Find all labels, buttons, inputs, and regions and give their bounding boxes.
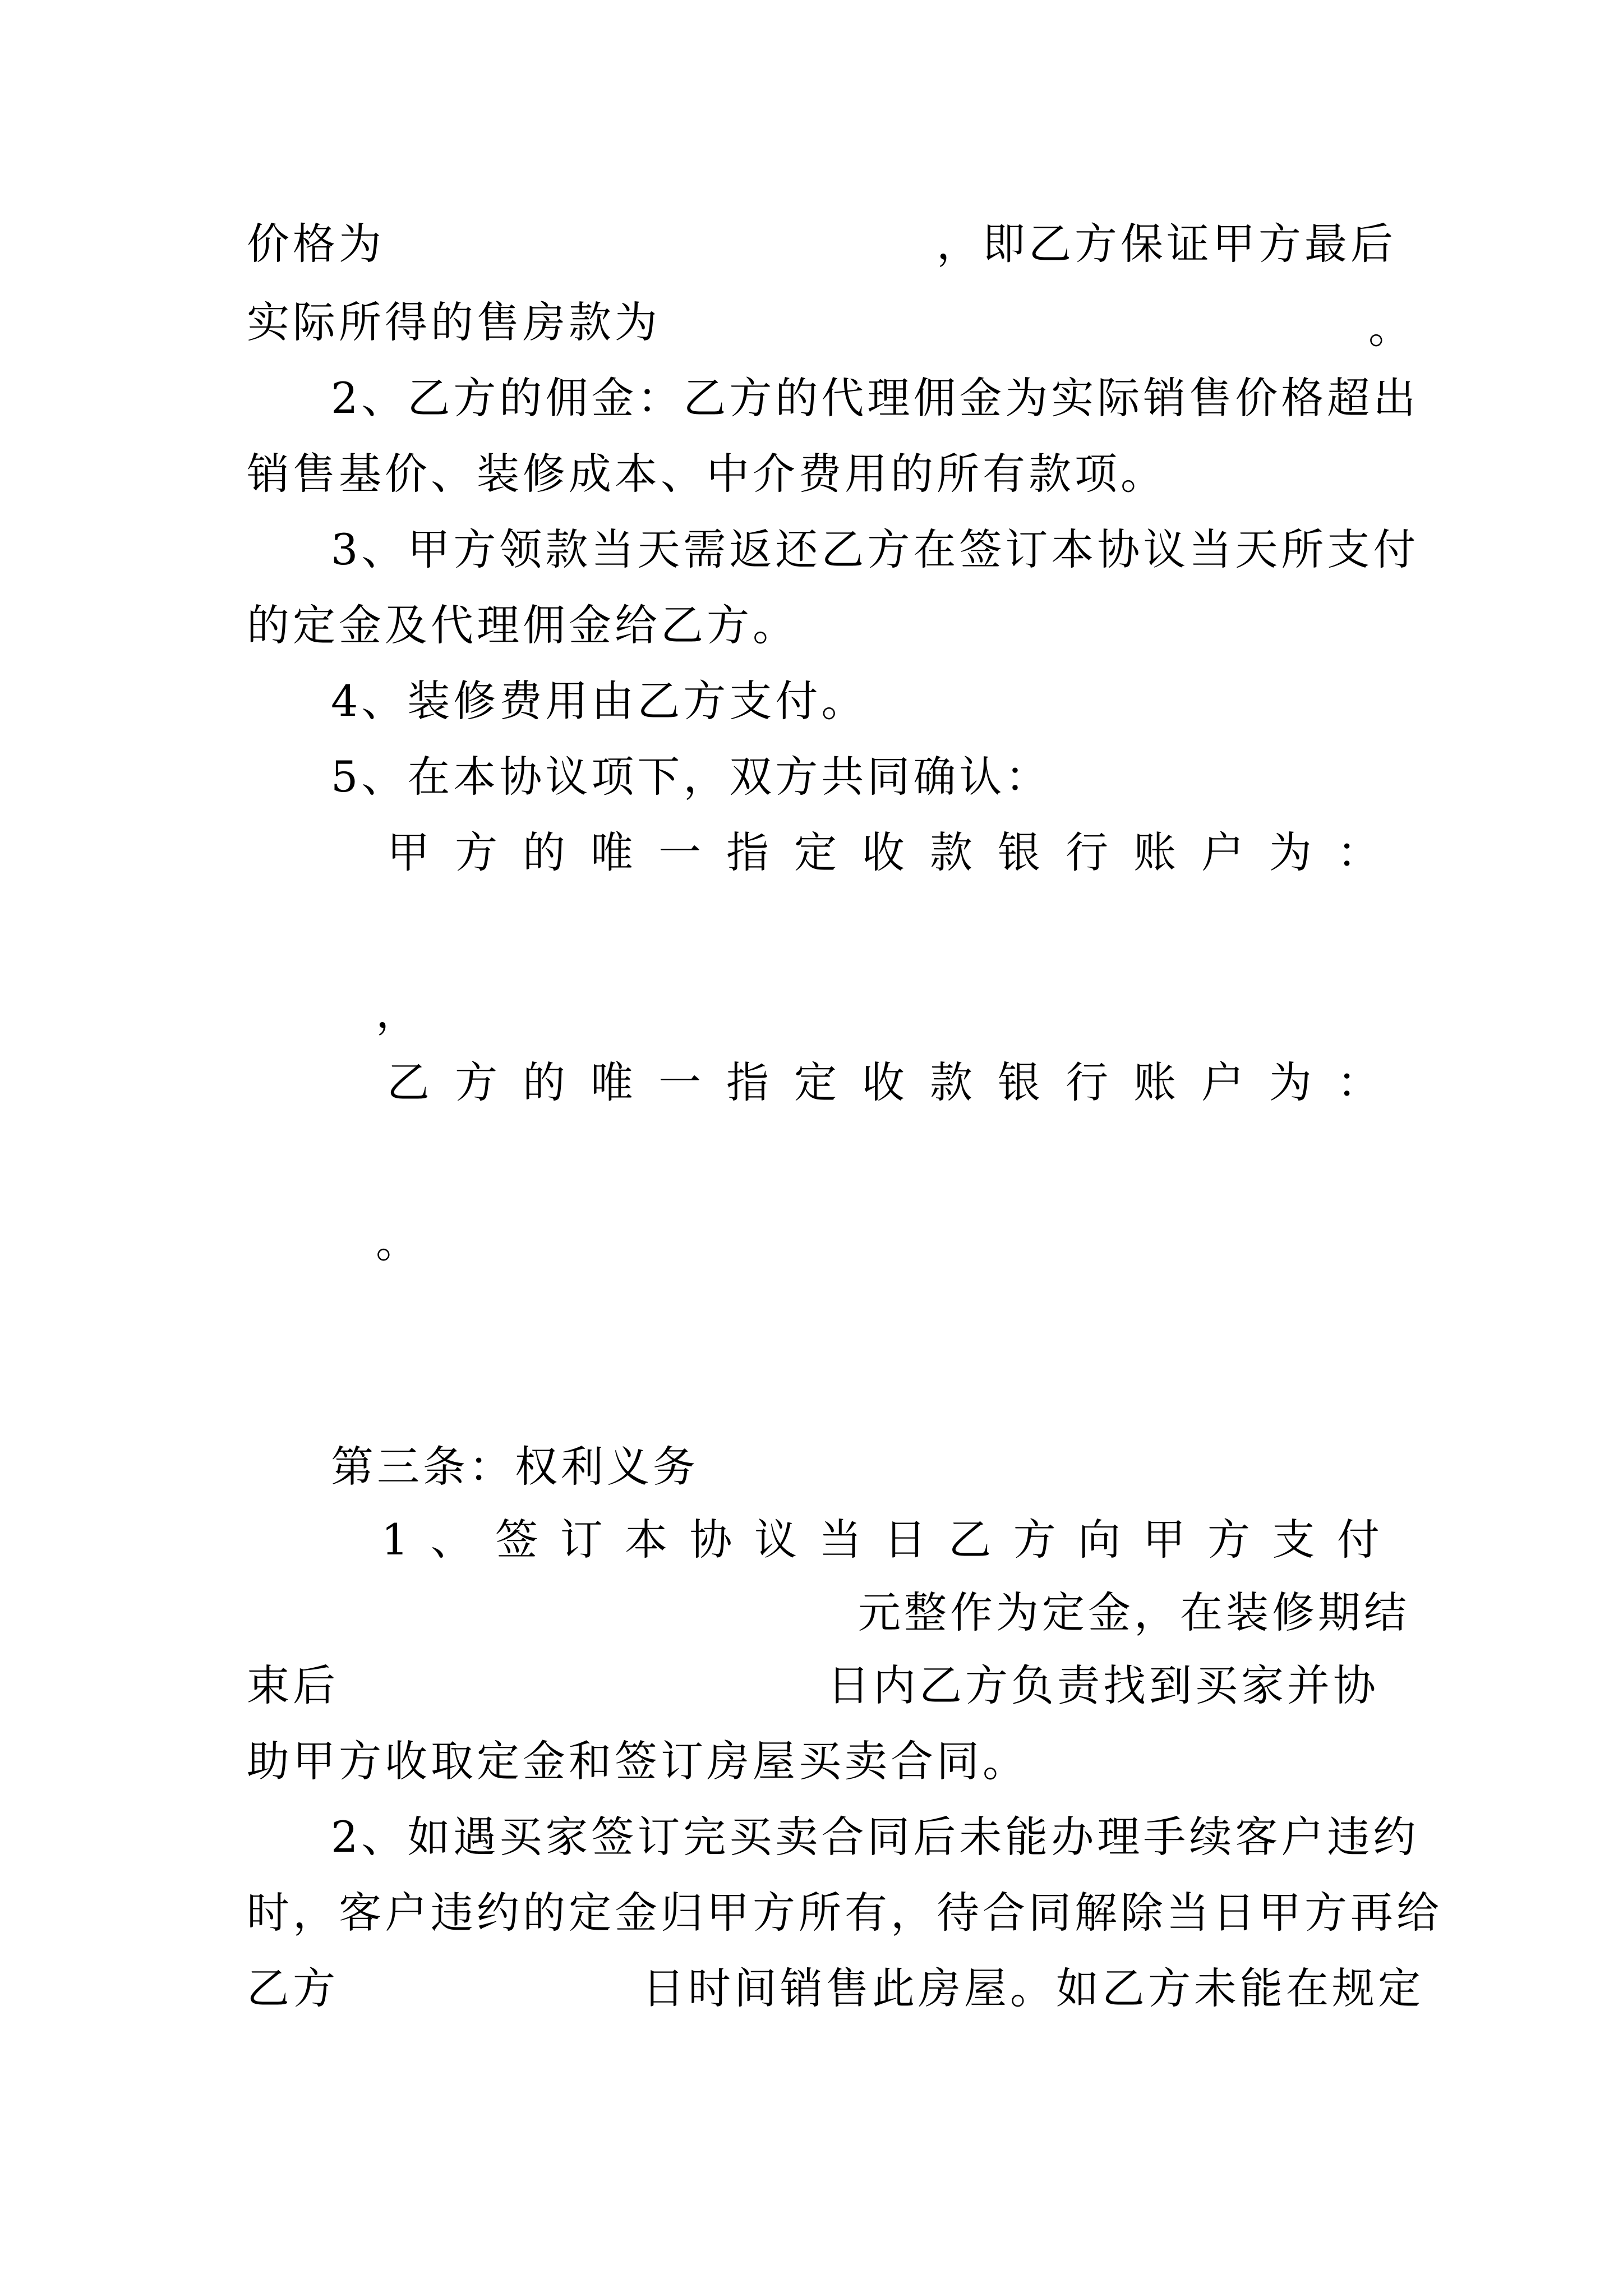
art3-item1-char: 协 (689, 1515, 732, 1565)
party-a-char: 方 (455, 827, 497, 877)
price-label: 价格为 (247, 219, 385, 269)
commission-clause-line2: 销售基价、装修成本、中介费用的所有款项。 (247, 449, 1166, 499)
art3-item1-char: 议 (754, 1515, 797, 1565)
art3-item1-line3-right: 日内乙方负责找到买家并协 (827, 1660, 1379, 1710)
art3-item1-char: 1 (381, 1515, 409, 1565)
party-b-char: 款 (930, 1057, 972, 1107)
art3-item1-char: 甲 (1142, 1515, 1186, 1565)
art3-item1-line1 (381, 1512, 1380, 1568)
party-b-char: 定 (794, 1057, 837, 1107)
art3-item1-char: 、 (430, 1515, 473, 1565)
commission-clause-line1: 2、乙方的佣金：乙方的代理佣金为实际销售价格超出 (331, 373, 1419, 423)
party-a-char: 行 (1066, 827, 1108, 877)
party-b-char: 银 (998, 1057, 1040, 1107)
renovation-clause: 4、装修费用由乙方支付。 (331, 676, 868, 726)
party-a-char: 银 (998, 827, 1040, 877)
art3-item1-char: 乙 (948, 1515, 992, 1565)
guarantee-text: ，即乙方保证甲方最后 (937, 219, 1396, 269)
art3-item1-char: 支 (1272, 1515, 1315, 1565)
party-a-char: 为 (1269, 827, 1312, 877)
party-b-char: 行 (1066, 1057, 1108, 1107)
art3-item2-line3-left: 乙方 (247, 1963, 339, 2013)
art3-item1-line2: 元整作为定金，在装修期结 (858, 1588, 1410, 1637)
art3-item1-line3-left: 束后 (247, 1660, 339, 1710)
party-b-period: 。 (376, 1217, 422, 1267)
party-b-char: 为 (1269, 1057, 1312, 1107)
art3-item2-line2: 时，客户违约的定金归甲方所有，待合同解除当日甲方再给 (247, 1888, 1442, 1938)
party-b-char: 户 (1201, 1057, 1244, 1107)
art3-item1-char: 签 (495, 1515, 538, 1565)
party-a-char: 款 (930, 827, 972, 877)
refund-clause-line2: 的定金及代理佣金给乙方。 (247, 600, 799, 650)
art3-item1-char: 付 (1336, 1515, 1380, 1565)
party-b-char: 指 (726, 1057, 769, 1107)
party-a-char: 指 (726, 827, 769, 877)
party-b-account-line (387, 1055, 1380, 1111)
party-a-char: 的 (523, 827, 565, 877)
party-b-char: 乙 (387, 1057, 430, 1107)
party-a-char: 定 (794, 827, 837, 877)
party-a-char: 账 (1133, 827, 1176, 877)
art3-item2-line3-right: 日时间销售此房屋。如乙方未能在规定 (642, 1963, 1424, 2013)
party-b-char: 收 (862, 1057, 905, 1107)
party-a-char: 甲 (387, 827, 430, 877)
article-3-title: 第三条：权利义务 (331, 1442, 699, 1492)
art3-item1-char: 方 (1207, 1515, 1251, 1565)
party-b-char: 账 (1133, 1057, 1176, 1107)
party-b-char: 一 (658, 1057, 701, 1107)
art3-item1-char: 日 (883, 1515, 926, 1565)
actual-proceeds-label: 实际所得的售房款为 (247, 297, 661, 347)
party-a-char: 户 (1201, 827, 1244, 877)
art3-item1-char: 向 (1078, 1515, 1121, 1565)
art3-item2-line1: 2、如遇买家签订完买卖合同后未能办理手续客户违约 (331, 1812, 1419, 1862)
refund-clause-line1: 3、甲方领款当天需返还乙方在签订本协议当天所支付 (331, 524, 1419, 574)
line-end-period: 。 (1368, 303, 1414, 353)
art3-item1-line4: 助甲方收取定金和签订房屋买卖合同。 (247, 1736, 1029, 1786)
art3-item1-char: 订 (560, 1515, 603, 1565)
party-a-char: 一 (658, 827, 701, 877)
party-b-char: 唯 (591, 1057, 633, 1107)
art3-item1-char: 当 (819, 1515, 862, 1565)
party-a-account-line (387, 825, 1380, 881)
art3-item1-char: 方 (1013, 1515, 1056, 1565)
confirmation-clause: 5、在本协议项下，双方共同确认： (331, 752, 1052, 802)
party-a-char: 唯 (591, 827, 633, 877)
party-b-char: 方 (455, 1057, 497, 1107)
party-a-comma: ， (376, 987, 422, 1037)
art3-item1-char: 本 (625, 1515, 668, 1565)
party-a-char: 收 (862, 827, 905, 877)
party-a-char: ： (1337, 827, 1380, 877)
party-b-char: ： (1337, 1057, 1380, 1107)
party-b-char: 的 (523, 1057, 565, 1107)
